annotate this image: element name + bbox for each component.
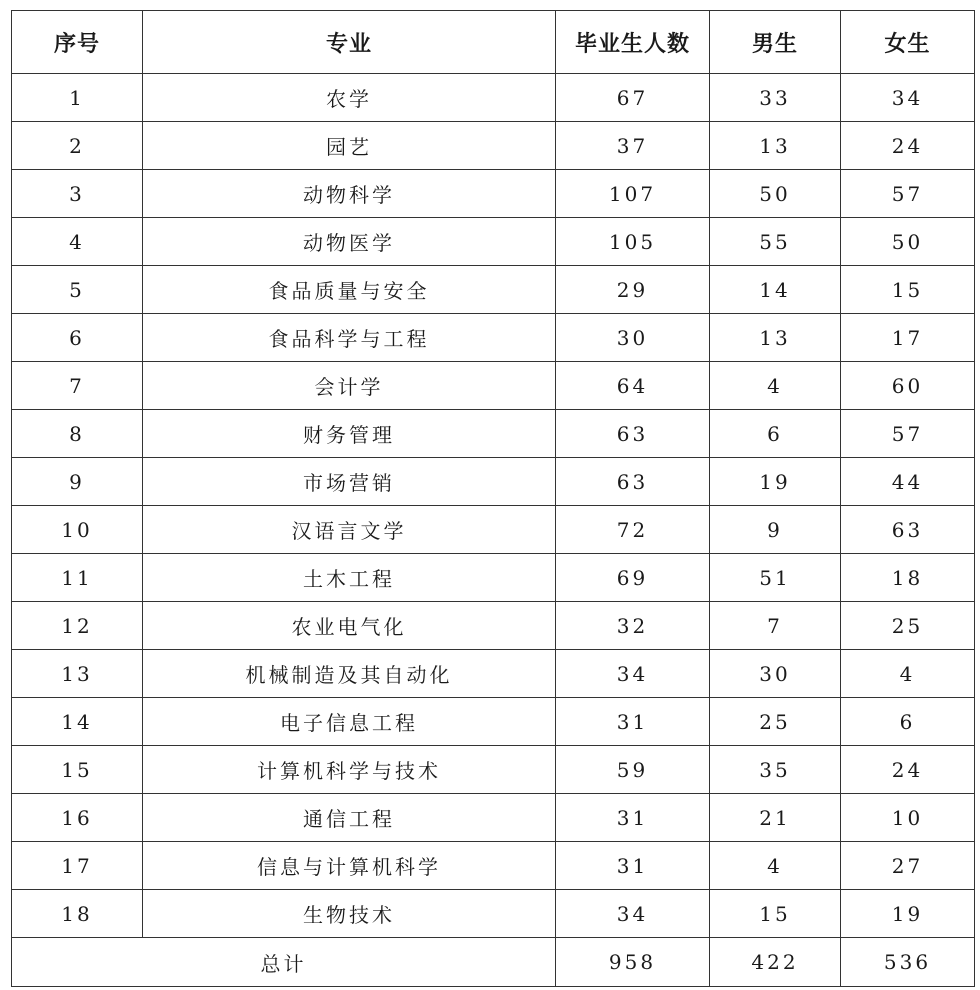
cell-male: 55 — [710, 218, 841, 266]
cell-female: 63 — [841, 506, 975, 554]
cell-female: 57 — [841, 410, 975, 458]
cell-graduates: 63 — [556, 458, 710, 506]
table-row — [12, 218, 975, 266]
cell-female: 44 — [841, 458, 975, 506]
cell-female: 18 — [841, 554, 975, 602]
cell-male: 4 — [710, 362, 841, 410]
cell-female: 24 — [841, 122, 975, 170]
table-row — [12, 554, 975, 602]
cell-no: 6 — [12, 314, 143, 362]
cell-graduates: 31 — [556, 842, 710, 890]
cell-major: 信息与计算机科学 — [143, 842, 556, 890]
cell-male: 21 — [710, 794, 841, 842]
header-major: 专业 — [143, 11, 556, 74]
cell-no: 11 — [12, 554, 143, 602]
header-female: 女生 — [841, 11, 975, 74]
cell-female: 6 — [841, 698, 975, 746]
cell-no: 13 — [12, 650, 143, 698]
cell-major: 计算机科学与技术 — [143, 746, 556, 794]
table-row — [12, 842, 975, 890]
cell-major: 园艺 — [143, 122, 556, 170]
table-row — [12, 746, 975, 794]
cell-female: 10 — [841, 794, 975, 842]
cell-male: 51 — [710, 554, 841, 602]
table-row — [12, 410, 975, 458]
cell-no: 9 — [12, 458, 143, 506]
cell-no: 14 — [12, 698, 143, 746]
cell-no: 10 — [12, 506, 143, 554]
cell-male: 19 — [710, 458, 841, 506]
cell-female: 19 — [841, 890, 975, 938]
cell-major: 动物医学 — [143, 218, 556, 266]
table-body — [12, 74, 975, 938]
cell-female: 34 — [841, 74, 975, 122]
cell-no: 4 — [12, 218, 143, 266]
cell-no: 7 — [12, 362, 143, 410]
cell-graduates: 37 — [556, 122, 710, 170]
table-row — [12, 794, 975, 842]
total-graduates: 958 — [556, 938, 710, 987]
cell-major: 电子信息工程 — [143, 698, 556, 746]
header-no: 序号 — [12, 11, 143, 74]
cell-no: 3 — [12, 170, 143, 218]
table-row — [12, 122, 975, 170]
cell-major: 农业电气化 — [143, 602, 556, 650]
cell-no: 16 — [12, 794, 143, 842]
cell-major: 汉语言文学 — [143, 506, 556, 554]
table-row — [12, 650, 975, 698]
cell-female: 27 — [841, 842, 975, 890]
table-row — [12, 170, 975, 218]
cell-male: 35 — [710, 746, 841, 794]
table-header-row — [12, 11, 975, 74]
cell-female: 24 — [841, 746, 975, 794]
cell-major: 通信工程 — [143, 794, 556, 842]
cell-no: 15 — [12, 746, 143, 794]
cell-major: 食品质量与安全 — [143, 266, 556, 314]
cell-graduates: 31 — [556, 698, 710, 746]
cell-male: 7 — [710, 602, 841, 650]
cell-graduates: 72 — [556, 506, 710, 554]
total-male: 422 — [710, 938, 841, 987]
cell-graduates: 34 — [556, 650, 710, 698]
cell-male: 9 — [710, 506, 841, 554]
cell-male: 13 — [710, 122, 841, 170]
cell-major: 财务管理 — [143, 410, 556, 458]
total-female: 536 — [841, 938, 975, 987]
table-row — [12, 266, 975, 314]
cell-graduates: 107 — [556, 170, 710, 218]
cell-graduates: 59 — [556, 746, 710, 794]
cell-male: 50 — [710, 170, 841, 218]
cell-graduates: 63 — [556, 410, 710, 458]
cell-male: 25 — [710, 698, 841, 746]
cell-female: 4 — [841, 650, 975, 698]
cell-male: 6 — [710, 410, 841, 458]
total-row — [12, 938, 975, 987]
cell-major: 机械制造及其自动化 — [143, 650, 556, 698]
cell-graduates: 69 — [556, 554, 710, 602]
cell-graduates: 29 — [556, 266, 710, 314]
cell-male: 33 — [710, 74, 841, 122]
cell-female: 17 — [841, 314, 975, 362]
total-label: 总计 — [12, 938, 556, 987]
table-row — [12, 506, 975, 554]
cell-female: 60 — [841, 362, 975, 410]
cell-major: 农学 — [143, 74, 556, 122]
cell-graduates: 67 — [556, 74, 710, 122]
cell-major: 动物科学 — [143, 170, 556, 218]
cell-male: 14 — [710, 266, 841, 314]
graduates-table — [11, 10, 975, 987]
cell-male: 13 — [710, 314, 841, 362]
cell-major: 土木工程 — [143, 554, 556, 602]
cell-female: 15 — [841, 266, 975, 314]
cell-male: 15 — [710, 890, 841, 938]
table-row — [12, 362, 975, 410]
cell-female: 25 — [841, 602, 975, 650]
cell-no: 1 — [12, 74, 143, 122]
table-row — [12, 74, 975, 122]
table-row — [12, 314, 975, 362]
table-row — [12, 890, 975, 938]
cell-female: 57 — [841, 170, 975, 218]
cell-graduates: 105 — [556, 218, 710, 266]
cell-graduates: 34 — [556, 890, 710, 938]
cell-no: 12 — [12, 602, 143, 650]
cell-no: 5 — [12, 266, 143, 314]
cell-male: 4 — [710, 842, 841, 890]
cell-major: 会计学 — [143, 362, 556, 410]
cell-male: 30 — [710, 650, 841, 698]
cell-no: 18 — [12, 890, 143, 938]
cell-no: 17 — [12, 842, 143, 890]
cell-major: 食品科学与工程 — [143, 314, 556, 362]
cell-graduates: 64 — [556, 362, 710, 410]
table-row — [12, 698, 975, 746]
cell-graduates: 32 — [556, 602, 710, 650]
cell-no: 2 — [12, 122, 143, 170]
cell-female: 50 — [841, 218, 975, 266]
cell-major: 市场营销 — [143, 458, 556, 506]
header-graduates: 毕业生人数 — [556, 11, 710, 74]
cell-no: 8 — [12, 410, 143, 458]
table-row — [12, 458, 975, 506]
cell-major: 生物技术 — [143, 890, 556, 938]
table-row — [12, 602, 975, 650]
header-male: 男生 — [710, 11, 841, 74]
cell-graduates: 30 — [556, 314, 710, 362]
cell-graduates: 31 — [556, 794, 710, 842]
